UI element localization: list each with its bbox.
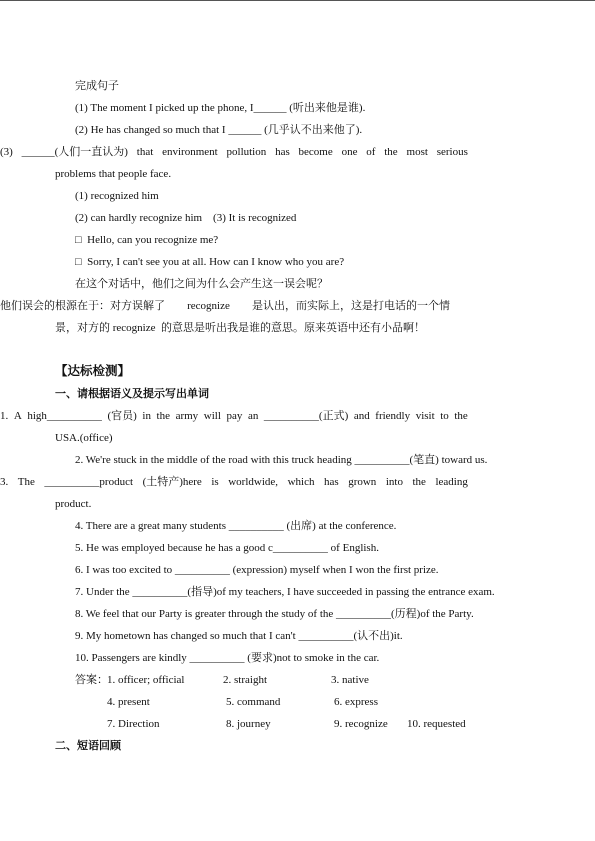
exercise-line — [0, 561, 595, 579]
word: __________(正式) — [263, 410, 349, 422]
answer-key-line — [0, 715, 595, 733]
subsection-1-title: 一、请根据语义及提示写出单词 — [55, 387, 209, 400]
sentence-line — [0, 99, 595, 117]
exercise-1-continued: USA.(office) — [55, 432, 113, 444]
answer-key-item: 4. present — [107, 696, 150, 708]
question-text: 在这个对话中，他们之间为什么会产生这一误会呢？ — [75, 278, 328, 290]
subsection-2-title: 二、短语回顾 — [55, 739, 121, 752]
exercise-line — [0, 539, 595, 557]
word: 1. — [0, 410, 9, 422]
word: an — [247, 410, 259, 422]
heading-line — [0, 77, 595, 95]
sentence-1: (1) The moment I picked up the phone, I______ (听出来他是谁). — [75, 102, 366, 114]
exercise-line — [0, 451, 595, 469]
word: has — [323, 476, 339, 488]
word: (3) — [0, 146, 13, 158]
exercise-3-justified — [0, 473, 468, 491]
word: pollution — [226, 146, 267, 158]
answer-key-item: 9. recognize — [334, 718, 388, 730]
word: of — [366, 146, 376, 158]
answer-line — [0, 187, 595, 205]
exercise-line — [0, 583, 595, 601]
word: the — [384, 146, 398, 158]
exercise-line — [0, 605, 595, 623]
word: that — [136, 146, 154, 158]
explanation-part: 是认出，而实际上，这是打电话的一个情 — [252, 300, 450, 312]
word: leading — [435, 476, 468, 488]
word: the — [412, 476, 426, 488]
section-heading-line — [0, 362, 595, 380]
answer-key-item: 5. command — [226, 696, 281, 708]
exercise-line — [0, 649, 595, 667]
exercise-3-continued: product. — [55, 498, 92, 510]
word: is — [211, 476, 219, 488]
word: (官员) — [107, 410, 137, 422]
exercise-1-justified — [0, 407, 468, 425]
answer-key-line — [0, 693, 595, 711]
dialogue-2: □ Sorry, I can't see you at all. How can I know who you are? — [75, 256, 345, 268]
sentence-line — [0, 165, 595, 183]
subsection-line — [0, 385, 595, 403]
word: will — [203, 410, 221, 422]
exercise-line — [0, 407, 595, 425]
exercise-7: 7. Under the __________(指导)of my teachers, I have succeeded in passing the entrance exam. — [75, 586, 495, 598]
answer-key-item: 7. Direction — [107, 718, 160, 730]
word: army — [175, 410, 199, 422]
dialogue-line — [0, 231, 595, 249]
word: has — [275, 146, 290, 158]
word: become — [298, 146, 333, 158]
exercise-9: 9. My hometown has changed so much that I can't __________(认不出)it. — [75, 630, 403, 642]
word: and — [353, 410, 370, 422]
word: to — [440, 410, 449, 422]
exercise-line — [0, 429, 595, 447]
answer-key-item: 2. straight — [223, 674, 267, 686]
answer-key-item: 1. officer; official — [107, 674, 185, 686]
sentence-2: (2) He has changed so much that I ______ (几乎认不出来他了). — [75, 124, 363, 136]
word: one — [341, 146, 358, 158]
word: __________product — [44, 476, 134, 488]
word: ______(人们一直认为) — [21, 146, 128, 158]
sentence-3-justified — [0, 143, 468, 161]
section-heading: 【达标检测】 — [55, 364, 131, 378]
exercise-4: 4. There are a great many students __________ (出席) at the conference. — [75, 520, 397, 532]
word: The — [17, 476, 35, 488]
word: high__________ — [27, 410, 102, 422]
exercise-title: 完成句子 — [75, 80, 119, 92]
word: (土特产)here — [142, 476, 202, 488]
subsection-line — [0, 737, 595, 755]
word: into — [385, 476, 403, 488]
exercise-6: 6. I was too excited to __________ (expression) myself when I won the first prize. — [75, 564, 439, 576]
answer-1: (1) recognized him — [75, 190, 159, 202]
explanation-part: recognize — [187, 300, 230, 312]
word: in — [142, 410, 151, 422]
exercise-10: 10. Passengers are kindly __________ (要求)not to smoke in the car. — [75, 652, 380, 664]
word: environment — [162, 146, 218, 158]
page-top-border — [0, 0, 595, 1]
exercise-line — [0, 627, 595, 645]
explanation-line — [0, 297, 595, 315]
answer-2-3: (2) can hardly recognize him (3) It is recognized — [75, 212, 297, 224]
word: pay — [226, 410, 243, 422]
word: visit — [415, 410, 435, 422]
answer-key-item: 8. journey — [226, 718, 271, 730]
explanation-justified — [0, 297, 450, 315]
word: A — [13, 410, 22, 422]
answer-line — [0, 209, 595, 227]
exercise-line — [0, 495, 595, 513]
dialogue-1: □ Hello, can you recognize me? — [75, 234, 219, 246]
explanation-line — [0, 319, 595, 337]
answer-key-item: 6. express — [334, 696, 378, 708]
question-line — [0, 275, 595, 293]
word: the — [454, 410, 468, 422]
explanation-continued: 景，对方的 recognize 的意思是听出我是谁的意思。原来英语中还有小品啊！ — [55, 322, 425, 334]
word: which — [287, 476, 315, 488]
exercise-line — [0, 473, 595, 491]
word: serious — [436, 146, 468, 158]
exercise-8: 8. We feel that our Party is greater through the study of the __________(历程)of the Party. — [75, 608, 474, 620]
answer-key-item: 3. native — [331, 674, 369, 686]
sentence-line — [0, 143, 595, 161]
exercise-line — [0, 517, 595, 535]
word: friendly — [375, 410, 411, 422]
explanation-part: 他们误会的根源在于：对方误解了 — [0, 300, 165, 312]
exercise-2: 2. We're stuck in the middle of the road with this truck heading __________(笔直) toward us. — [75, 454, 488, 466]
word: 3. — [0, 476, 9, 488]
word: the — [156, 410, 170, 422]
sentence-3-continued: problems that people face. — [55, 168, 172, 180]
answer-key-label: 答案： — [75, 674, 108, 686]
sentence-line — [0, 121, 595, 139]
word: worldwide, — [228, 476, 279, 488]
exercise-5: 5. He was employed because he has a good c__________ of English. — [75, 542, 379, 554]
word: grown — [348, 476, 377, 488]
word: most — [406, 146, 428, 158]
answer-key-item: 10. requested — [407, 718, 466, 730]
dialogue-line — [0, 253, 595, 271]
answer-key-line — [0, 671, 595, 689]
